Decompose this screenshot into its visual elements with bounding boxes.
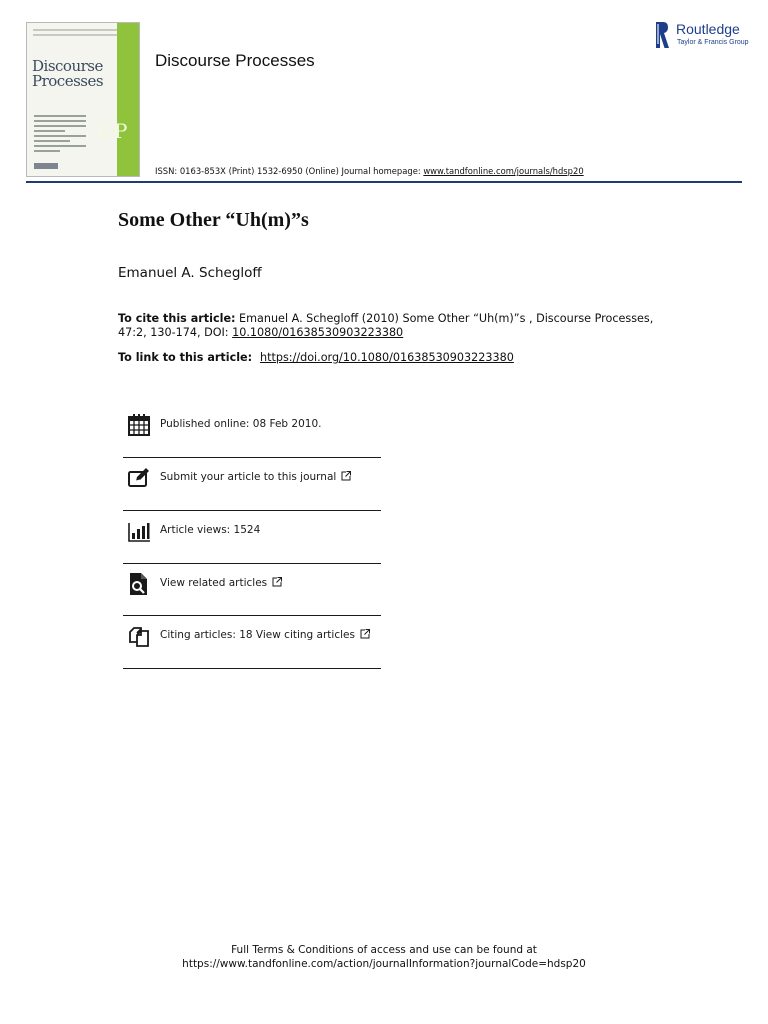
submit-article-label: Submit your article to this journal	[160, 471, 337, 483]
terms-line-1: Full Terms & Conditions of access and use can be found at	[231, 944, 537, 956]
info-submit[interactable]	[123, 458, 381, 511]
citing-articles-icon	[127, 624, 151, 648]
article-link	[118, 351, 514, 364]
cite-doi-link[interactable]: 10.1080/01638530903223380	[232, 326, 404, 339]
info-published	[123, 405, 381, 458]
publisher-subtitle: Taylor & Francis Group	[677, 39, 749, 46]
citing-articles-link[interactable]	[160, 629, 370, 641]
terms-footer	[0, 943, 768, 971]
published-date: Published online: 08 Feb 2010.	[160, 418, 322, 430]
edit-icon	[127, 466, 151, 490]
citation	[118, 312, 678, 340]
article-title: Some Other “Uh(m)”s	[118, 209, 309, 231]
article-views: Article views: 1524	[160, 524, 261, 536]
journal-homepage-link[interactable]: www.tandfonline.com/journals/hdsp20	[423, 166, 584, 176]
journal-cover-thumbnail	[26, 22, 140, 177]
submit-article-link[interactable]	[160, 471, 351, 483]
cover-monogram: DP	[99, 119, 127, 143]
terms-url[interactable]: https://www.tandfonline.com/action/journalInformation?journalCode=hdsp20	[182, 958, 586, 970]
calendar-icon	[127, 413, 151, 437]
related-articles-link[interactable]	[160, 577, 282, 589]
publisher-name: Routledge	[676, 21, 740, 37]
info-related[interactable]	[123, 564, 381, 616]
related-articles-label: View related articles	[160, 577, 268, 589]
issn-line	[155, 166, 584, 176]
info-citing[interactable]	[123, 616, 381, 669]
header-rule	[26, 181, 742, 183]
link-label: To link to this article:	[118, 351, 256, 364]
cover-title	[32, 59, 103, 89]
cover-publisher-logo	[34, 163, 58, 169]
cover-title-line-2: Processes	[32, 72, 104, 90]
publisher-logo	[651, 20, 751, 50]
issn-text: ISSN: 0163-853X (Print) 1532-6950 (Online) Journal homepage:	[155, 166, 424, 176]
article-info-list	[123, 405, 381, 669]
article-doi-url[interactable]: https://doi.org/10.1080/01638530903223380	[260, 351, 514, 364]
cover-text-lines	[34, 115, 86, 155]
cover-title-line-1: Discourse	[32, 57, 103, 75]
cite-label: To cite this article:	[118, 312, 236, 325]
cite-text: Emanuel A. Schegloff (2010) Some Other “Uh(m)”s , Discourse Processes, 47:2, 130-174, DOI:	[118, 312, 654, 339]
external-link-icon	[341, 471, 351, 481]
bar-chart-icon	[127, 519, 151, 543]
external-link-icon	[360, 629, 370, 639]
article-author: Emanuel A. Schegloff	[118, 265, 262, 281]
cover-green-band	[117, 23, 140, 177]
external-link-icon	[272, 577, 282, 587]
document-search-icon	[127, 572, 151, 596]
info-views	[123, 511, 381, 564]
citing-articles-label: Citing articles: 18 View citing articles	[160, 629, 355, 641]
journal-name: Discourse Processes	[155, 51, 315, 70]
routledge-r-icon	[654, 20, 670, 50]
